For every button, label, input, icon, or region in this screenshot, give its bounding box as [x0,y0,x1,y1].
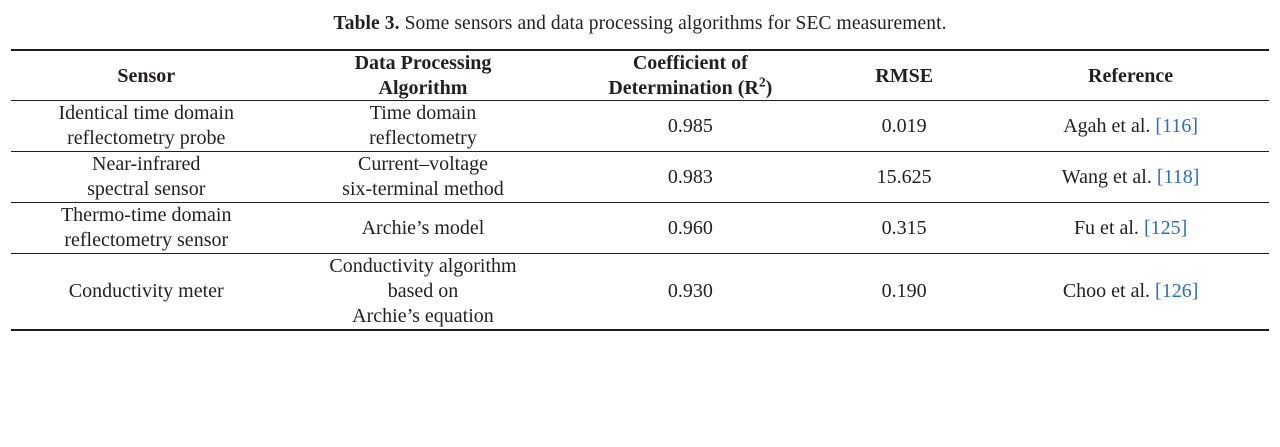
cell-algorithm [281,101,564,152]
cell-sensor-line: spectral sensor [87,178,206,201]
cell-rmse: 0.019 [816,101,992,152]
table-caption [10,0,1270,49]
cell-r2: 0.930 [565,254,817,331]
citation-link[interactable]: [126] [1155,280,1199,303]
cell-algorithm [281,203,564,254]
table-row [11,101,1269,152]
cell-sensor-line: Near-infrared [92,153,201,176]
cell-rmse: 15.625 [816,152,992,203]
sensors-table [11,49,1269,331]
cell-algorithm-line: Current–voltage [358,153,488,176]
column-header-r2-superscript: 2 [758,74,766,90]
cell-r2: 0.985 [565,101,817,152]
column-header-algorithm-line2: Algorithm [378,76,468,99]
cell-rmse: 0.315 [816,203,992,254]
column-header-r2-post: ) [765,76,773,99]
citation-link[interactable]: [118] [1156,165,1200,188]
cell-reference [992,203,1269,254]
cell-sensor [11,152,281,203]
cell-reference-author: Wang et al. [1061,165,1152,188]
column-header-reference-label: Reference [1088,64,1174,87]
table-head [11,50,1269,100]
cell-algorithm-line: six-terminal method [342,178,504,201]
cell-sensor [11,254,281,331]
cell-r2: 0.960 [565,203,817,254]
cell-algorithm-line: Time domain [369,102,477,125]
table-header-row [11,51,1269,100]
column-header-r2-line1: Coefficient of [632,52,748,75]
column-header-reference [992,51,1269,100]
cell-sensor-line: reflectometry probe [67,127,226,150]
caption-text: Some sensors and data processing algorithms for SEC measurement. [404,13,947,34]
cell-algorithm-line: Archie’s model [361,216,485,239]
cell-algorithm [281,254,564,331]
cell-rmse: 0.190 [816,254,992,331]
cell-algorithm-line: based on [387,280,459,303]
cell-reference-author: Choo et al. [1062,280,1151,303]
cell-reference [992,101,1269,152]
caption-label: Table 3. [333,13,400,34]
cell-reference-author: Fu et al. [1073,216,1139,239]
column-header-r2 [565,51,817,100]
column-header-rmse-label: RMSE [875,64,934,87]
table-row [11,203,1269,254]
table-body [11,101,1269,332]
cell-algorithm-line: reflectometry [369,127,477,150]
table-bottom-rule [11,330,1269,331]
cell-reference [992,254,1269,331]
table-row [11,152,1269,203]
cell-sensor-line: Conductivity meter [68,280,224,303]
cell-reference [992,152,1269,203]
cell-sensor-line: reflectometry sensor [64,229,229,252]
column-header-r2-pre: Determination (R [608,76,759,99]
table-row [11,254,1269,331]
cell-sensor-line: Identical time domain [58,102,234,125]
column-header-rmse [816,51,992,100]
cell-sensor-line: Thermo-time domain [60,204,232,227]
column-header-algorithm [281,51,564,100]
column-header-sensor-label: Sensor [117,64,176,87]
citation-link[interactable]: [125] [1143,216,1188,239]
cell-sensor [11,101,281,152]
cell-algorithm [281,152,564,203]
cell-reference-author: Agah et al. [1063,114,1151,137]
cell-r2: 0.983 [565,152,817,203]
cell-sensor [11,203,281,254]
cell-algorithm-line: Archie’s equation [352,305,494,328]
column-header-r2-line2 [565,76,817,100]
cell-algorithm-line: Conductivity algorithm [329,255,517,278]
citation-link[interactable]: [116] [1155,114,1198,137]
column-header-sensor [11,51,281,100]
column-header-algorithm-line1: Data Processing [354,52,492,75]
